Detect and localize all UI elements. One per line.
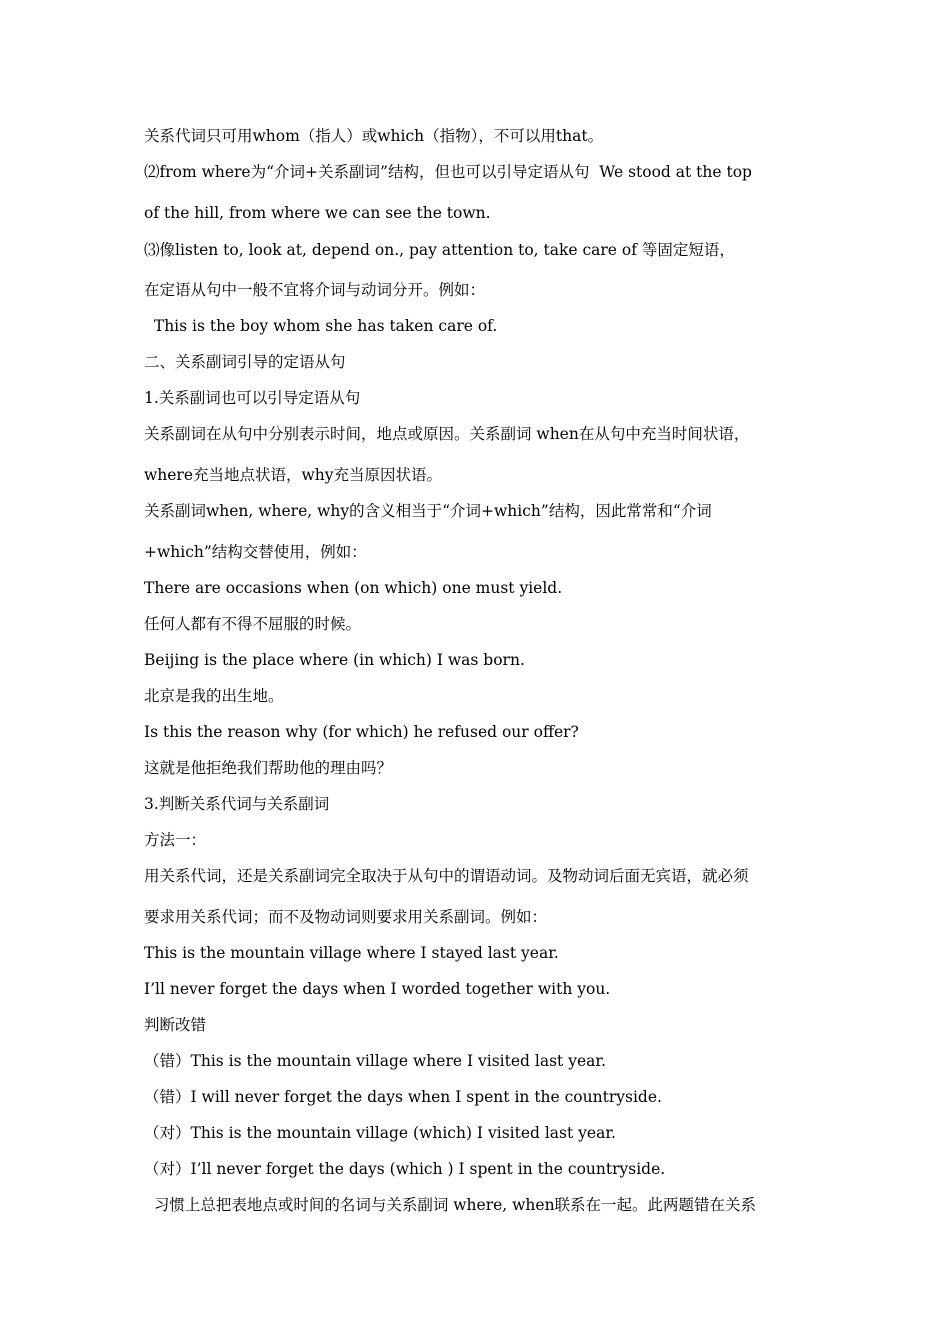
section-heading: 二、关系副词引导的定语从句 [144,353,346,371]
example-sentence: I’ll never forget the days when I worded together with you. [144,980,611,998]
exercise-item: （对）This is the mountain village (which) I visited last year. [144,1124,616,1142]
text-line: ⑵from where为“介词+关系副词”结构，但也可以引导定语从句 We stood at the top [144,163,752,181]
text-line: 要求用关系代词；而不及物动词则要求用关系副词。例如： [144,908,548,926]
example-sentence: Beijing is the place where (in which) I was born. [144,651,525,669]
subsection-heading: 3.判断关系代词与关系副词 [144,795,330,813]
example-sentence: Is this the reason why (for which) he refused our offer? [144,723,579,741]
exercise-item: （错）This is the mountain village where I visited last year. [144,1052,607,1070]
exercise-item: （对）I’ll never forget the days (which ) I spent in the countryside. [144,1160,666,1178]
text-line: of the hill, from where we can see the town. [144,204,491,222]
text-line: 习惯上总把表地点或时间的名词与关系副词 where, when联系在一起。此两题错在关系 [144,1196,757,1214]
translation-line: 北京是我的出生地。 [144,687,284,705]
example-sentence: This is the mountain village where I stayed last year. [144,944,559,962]
text-line: 关系副词when, where, why的含义相当于“介词+which”结构，因此常常和“介词 [144,502,712,520]
text-line: 用关系代词，还是关系副词完全取决于从句中的谓语动词。及物动词后面无宾语，就必须 [144,867,749,885]
text-line: +which”结构交替使用，例如： [144,543,367,561]
example-sentence: This is the boy whom she has taken care of. [144,317,498,335]
text-line: 关系副词在从句中分别表示时间，地点或原因。关系副词 when在从句中充当时间状语， [144,425,750,443]
translation-line: 任何人都有不得不屈服的时候。 [144,615,362,633]
text-line: 关系代词只可用whom（指人）或which（指物），不可以用that。 [144,127,604,145]
subsection-heading: 1.关系副词也可以引导定语从句 [144,389,361,407]
method-label: 方法一： [144,831,207,849]
example-sentence: There are occasions when (on which) one must yield. [144,579,563,597]
text-line: 在定语从句中一般不宜将介词与动词分开。例如： [144,281,486,299]
translation-line: 这就是他拒绝我们帮助他的理由吗？ [144,759,393,777]
exercise-heading: 判断改错 [144,1016,207,1034]
text-line: where充当地点状语，why充当原因状语。 [144,466,443,484]
text-line: ⑶像listen to, look at, depend on., pay attention to, take care of 等固定短语， [144,241,735,259]
exercise-item: （错）I will never forget the days when I spent in the countryside. [144,1088,662,1106]
